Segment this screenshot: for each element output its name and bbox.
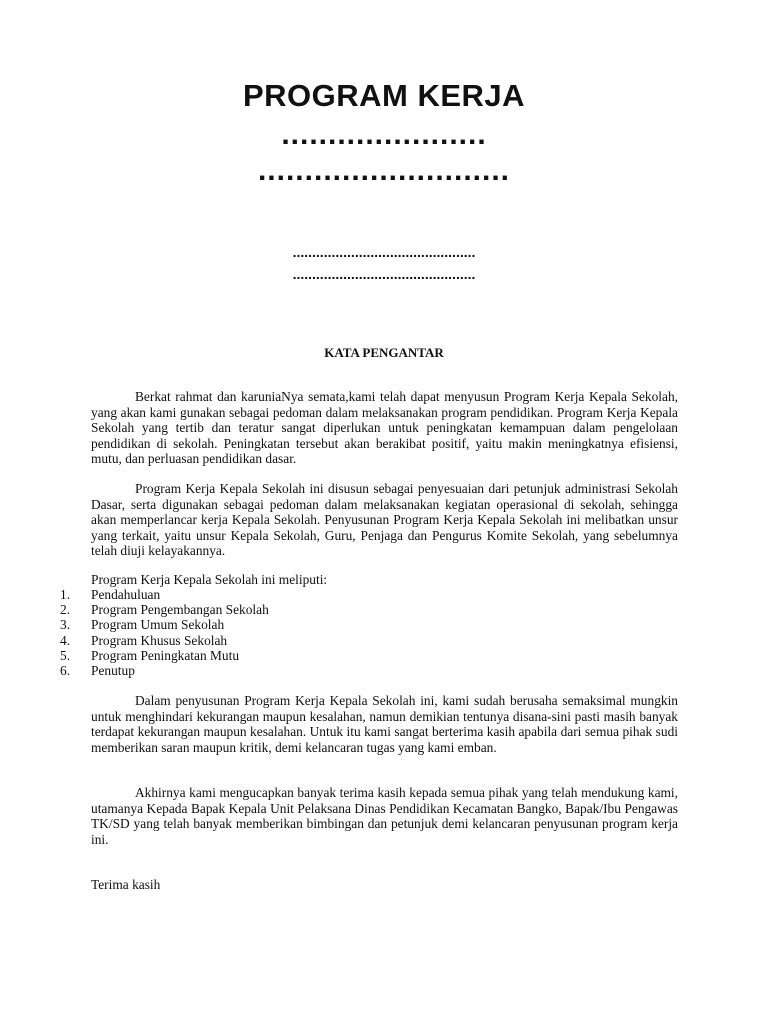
paragraph-thanks: Akhirnya kami mengucapkan banyak terima kasih kepada semua pihak yang telah mendukung kami, utamanya Kepada Bapak Kepala Unit Pelaksana Dinas Pendidikan Kecamatan Bangko, Bapak/Ibu Pengawas TK/SD yang telah banyak memberikan bimbingan dan petunjuk demi kelancaran penyusunan program kerja ini. bbox=[91, 785, 678, 847]
list-item-text: Program Khusus Sekolah bbox=[91, 632, 228, 648]
cover-title: PROGRAM KERJA bbox=[242, 78, 526, 113]
list-item-text: Program Pengembangan Sekolah bbox=[91, 602, 269, 618]
list-item-text: Pendahuluan bbox=[91, 587, 161, 602]
list-item-number: 5. bbox=[60, 647, 71, 663]
list-item-number: 1. bbox=[60, 587, 71, 602]
paragraph-list-intro: Program Kerja Kepala Sekolah ini meliputi: bbox=[91, 572, 328, 587]
list-item-text: Program Peningkatan Mutu bbox=[91, 647, 240, 663]
section-title: KATA PENGANTAR bbox=[324, 345, 444, 360]
list-item-number: 3. bbox=[60, 617, 71, 633]
list-item-text: Program Umum Sekolah bbox=[91, 617, 225, 633]
placeholder-dots-line-4: ............................................... bbox=[292, 266, 476, 282]
list-item-number: 2. bbox=[60, 602, 71, 618]
list-item-number: 6. bbox=[60, 663, 71, 679]
placeholder-dots-line-1: ...................... bbox=[281, 118, 487, 151]
list-item bbox=[60, 663, 269, 678]
placeholder-dots-line-2: ........................... bbox=[257, 154, 511, 187]
list-item bbox=[60, 602, 269, 617]
list-item bbox=[60, 648, 269, 663]
paragraph-intro: Berkat rahmat dan karuniaNya semata,kami telah dapat menyusun Program Kerja Kepala Sekolah, yang akan kami gunakan sebagai pedoman dalam melaksanakan program pendidikan. Program Kerja Kepala Sekolah yang tertib dan teratur sangat diperlukan untuk peningkatan kemampuan dalam pengelolaan pendidikan di sekolah. Peningkatan tersebut akan berakibat positif, yaitu makin meningkatnya efisiensi, mutu, dan perluasan pendidikan dasar. bbox=[91, 389, 678, 467]
list-item-number: 4. bbox=[60, 632, 71, 648]
list-item bbox=[60, 617, 269, 632]
paragraph-apology: Dalam penyusunan Program Kerja Kepala Sekolah ini, kami sudah berusaha semaksimal mungkin untuk menghindari kekurangan maupun kesalahan, namun demikian tentunya disana-sini pasti masih banyak terdapat kekurangan maupun kesalahan. Untuk itu kami sangat berterima kasih apabila dari semua pihak sudi memberikan saran maupun kritik, demi kelancaran tugas yang kami emban. bbox=[91, 693, 678, 755]
program-list bbox=[60, 587, 269, 678]
list-item bbox=[60, 587, 269, 602]
paragraph-purpose: Program Kerja Kepala Sekolah ini disusun sebagai penyesuaian dari petunjuk administrasi Sekolah Dasar, serta digunakan sebagai pedoman dalam melaksanakan kegiatan operasional di sekolah, sehingga akan memperlancar kerja Kepala Sekolah. Penyusunan Program Kerja Kepala Sekolah ini melibatkan unsur yang terkait, yaitu unsur Kepala Sekolah, Guru, Penjaga dan Pengurus Komite Sekolah, yang sebelumnya telah diuji kelayakannya. bbox=[91, 481, 678, 559]
closing-text: Terima kasih bbox=[91, 877, 161, 892]
list-item bbox=[60, 633, 269, 648]
list-item-text: Penutup bbox=[91, 663, 135, 679]
placeholder-dots-line-3: ............................................... bbox=[292, 244, 476, 260]
